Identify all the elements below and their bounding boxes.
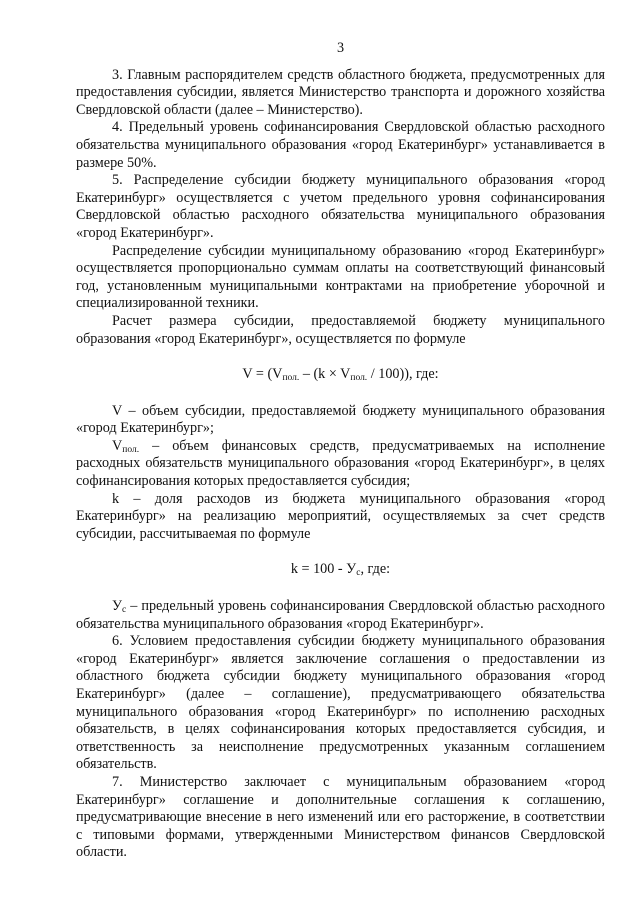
paragraph-7: 7. Министерство заключает с муниципальным образованием «город Екатеринбург» соглашение и дополнительные соглашения к соглашению, предусматривающие внесение в него изменений или его расторжение, в соответствии с типовыми формами, утвержденными Министерством финансов Свердловской области. (76, 773, 605, 861)
paragraph-5: 5. Распределение субсидии бюджету муниципального образования «город Екатеринбург» осуществляется с учетом предельного уровня софинансирования Свердловской областью расходного обязательства муниципального образования «город Екатеринбург». (76, 172, 605, 241)
paragraph-4: 4. Предельный уровень софинансирования Свердловской областью расходного обязательства муниципального образования «город Екатеринбург» устанавливается в размере 50%. (76, 119, 605, 171)
definition-v: V – объем субсидии, предоставляемой бюджету муниципального образования «город Екатеринбург»; (76, 402, 605, 437)
page-number: 3 (336, 40, 345, 56)
paragraph-5-calculation: Расчет размера субсидии, предоставляемой бюджету муниципального образования «город Екатеринбург», осуществляется по формуле (76, 312, 605, 347)
formula-k: $k = 100 - У_с$, где: (290, 561, 391, 579)
paragraph-3: 3. Главным распорядителем средств областного бюджета, предусмотренных для предоставления субсидии, является Министерство транспорта и дорожного хозяйства Свердловской области (далее – Министерство). (76, 66, 605, 118)
paragraph-5-distribution: Распределение субсидии муниципальному образованию «город Екатеринбург» осуществляется пропорционально суммам оплаты на соответствующий финансовый год, установленным муниципальными контрактами на приобретение уборочной и специализированной техники. (76, 242, 605, 312)
definition-k: k – доля расходов из бюджета муниципального образования «город Екатеринбург» на реализацию мероприятий, осуществляемых за счет средств субсидии, рассчитываемая по формуле (76, 490, 605, 542)
definition-v-pol: $V_{пол.}$ – объем финансовых средств, предусматриваемых на исполнение расходных обязательств муниципального образования «город Екатеринбург», в целях софинансирования которых предоставляется субсидия; (76, 437, 605, 490)
formula-v: $V = (V_{пол.} - (k \times V_{пол.} / 100))$, где: (242, 366, 439, 384)
document-page (76, 40, 605, 862)
paragraph-6: 6. Условием предоставления субсидии бюджету муниципального образования «город Екатеринбург» является заключение соглашения о предоставлении из областного бюджета субсидии бюджету муниципального образования «город Екатеринбург» (далее – соглашение), предусматривающего обязательства муниципального образования «город Екатеринбург» по исполнению расходных обязательств, в целях софинансирования которых предоставляется субсидия, и ответственность за неисполнение предусмотренных указанным соглашением обязательств. (76, 633, 605, 773)
definition-uc: $У_с$ – предельный уровень софинансирования Свердловской областью расходного обязательства муниципального образования «город Екатеринбург». (76, 598, 605, 632)
